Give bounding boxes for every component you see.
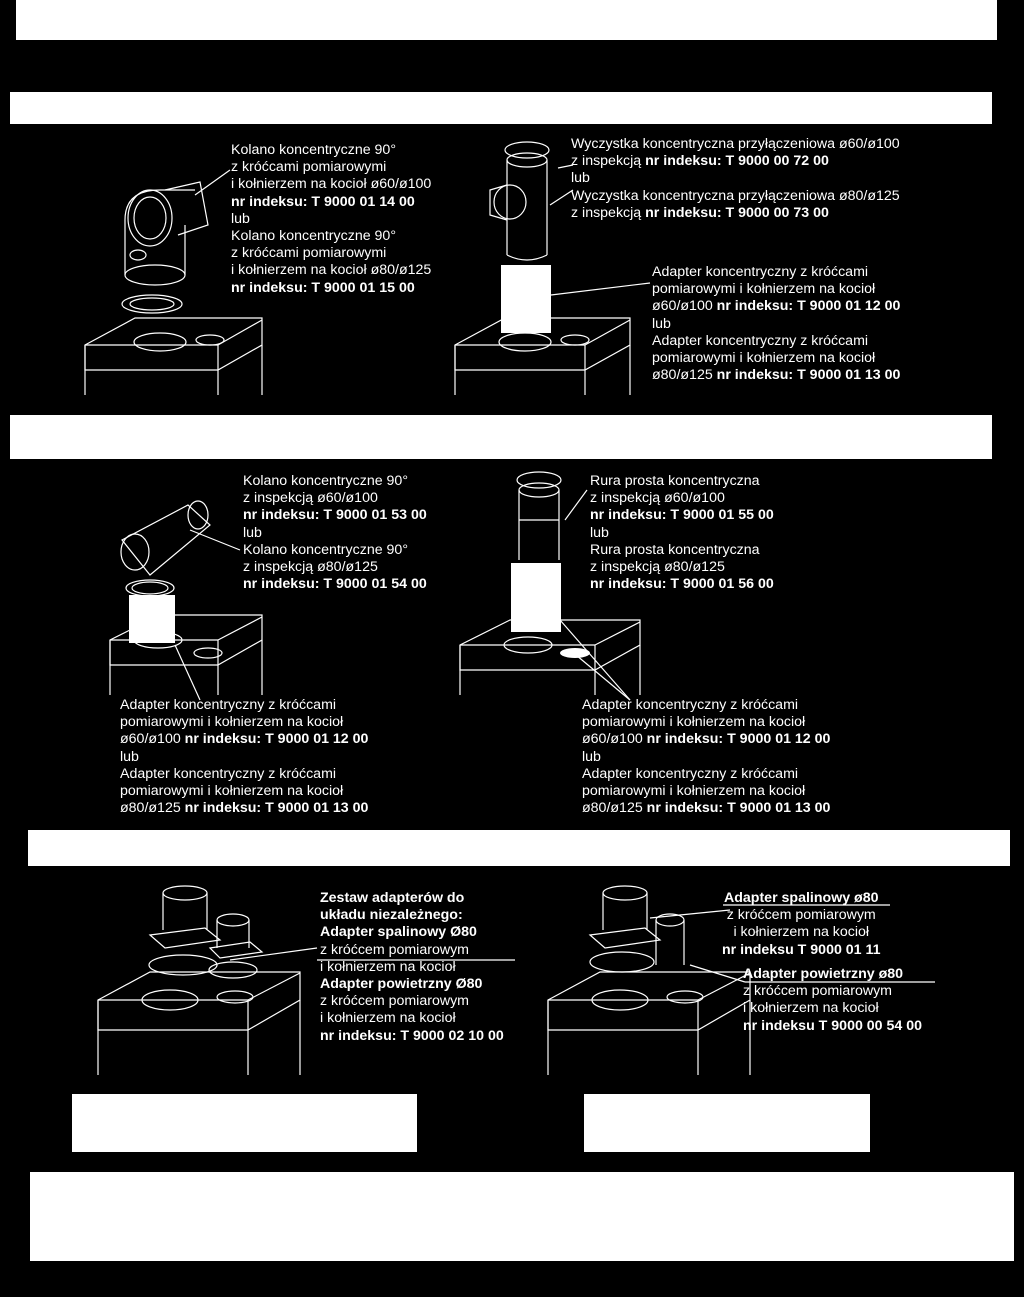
- text-line: pomiarowymi i kołnierzem na kocioł: [652, 349, 876, 366]
- text-line: i kołnierzem na kocioł: [733, 924, 870, 941]
- label-concentric-adapter-1: [652, 264, 900, 384]
- text-line: pomiarowymi i kołnierzem na kocioł: [120, 782, 344, 799]
- text-line: nr indeksu: T 9000 02 10 00: [320, 1027, 504, 1044]
- text-line: i kołnierzem na kocioł ø80/ø125: [231, 262, 432, 279]
- text-line: Kolano koncentryczne 90°: [243, 541, 408, 558]
- label-elbow-measurement: [231, 142, 431, 297]
- text-line: Adapter powietrzny ø80: [743, 966, 904, 982]
- text-line: i kołnierzem na kocioł: [320, 958, 456, 975]
- label-cleanout-connection: [571, 136, 900, 222]
- text-line: pomiarowymi i kołnierzem na kocioł: [582, 714, 806, 731]
- text-line: lub: [243, 524, 262, 541]
- text-line: pomiarowymi i kołnierzem na kocioł: [120, 714, 344, 731]
- text-line: Adapter koncentryczny z króćcami: [120, 765, 337, 782]
- text-line: z króćcem pomiarowym: [320, 941, 469, 958]
- text-line: nr indeksu: T 9000 01 14 00: [231, 193, 415, 210]
- text-line: z inspekcją nr indeksu: T 9000 00 73 00: [571, 204, 829, 221]
- text-line: i kołnierzem na kocioł: [743, 1000, 879, 1017]
- elbow-inspection: [121, 501, 210, 596]
- text-line: z inspekcją ø60/ø100: [243, 490, 378, 507]
- text-line: pomiarowymi i kołnierzem na kocioł: [582, 782, 806, 799]
- text-line: nr indeksu: T 9000 01 55 00: [590, 507, 774, 524]
- label-adapter-set: [320, 890, 504, 1045]
- text-line: z inspekcją ø80/ø125: [243, 558, 378, 575]
- flue-adapter-set: [150, 886, 262, 958]
- text-line: nr indeksu: T 9000 01 53 00: [243, 507, 427, 524]
- text-line: z króćcem pomiarowym: [320, 993, 469, 1010]
- text-line: Zestaw adapterów do: [320, 890, 465, 906]
- label-flue-adapter: [722, 890, 881, 959]
- boiler-illustration-6: [548, 952, 750, 1075]
- boiler-illustration-5: [98, 955, 300, 1075]
- label-straight-pipe: [590, 473, 774, 593]
- text-line: Adapter spalinowy ø80: [723, 890, 879, 906]
- text-line: z inspekcją ø80/ø125: [590, 558, 725, 575]
- text-line: lub: [120, 748, 139, 765]
- text-line: lub: [590, 524, 609, 541]
- text-line: ø60/ø100 nr indeksu: T 9000 01 12 00: [652, 298, 901, 315]
- text-line: Adapter koncentryczny z króćcami: [582, 765, 799, 782]
- text-line: Wyczystka koncentryczna przyłączeniowa ø60/ø100: [571, 136, 900, 152]
- boiler-illustration-1: [85, 295, 262, 395]
- text-line: lub: [571, 170, 590, 187]
- cleanout-pipe: [490, 142, 549, 260]
- text-line: nr indeksu: T 9000 01 15 00: [231, 279, 415, 296]
- elbow-fitting-1: [125, 182, 208, 285]
- text-line: Kolano koncentryczne 90°: [231, 227, 396, 244]
- text-line: ø80/ø125 nr indeksu: T 9000 01 13 00: [120, 800, 369, 817]
- text-line: i kołnierzem na kocioł: [320, 1010, 456, 1027]
- text-line: Rura prosta koncentryczna: [590, 473, 760, 489]
- text-line: nr indeksu T 9000 00 54 00: [743, 1017, 923, 1034]
- text-line: Rura prosta koncentryczna: [590, 541, 760, 558]
- text-line: lub: [652, 315, 671, 332]
- text-line: z inspekcją ø60/ø100: [590, 490, 725, 507]
- text-line: Wyczystka koncentryczna przyłączeniowa ø80/ø125: [571, 187, 900, 204]
- text-line: lub: [582, 748, 601, 765]
- text-line: Adapter koncentryczny z króćcami: [652, 332, 869, 349]
- text-line: ø80/ø125 nr indeksu: T 9000 01 13 00: [582, 800, 831, 817]
- label-air-adapter: [743, 966, 922, 1035]
- text-line: z króćcami pomiarowymi: [231, 245, 387, 262]
- text-line: ø60/ø100 nr indeksu: T 9000 01 12 00: [582, 731, 831, 748]
- label-concentric-adapter-3: [582, 697, 830, 817]
- text-line: z króćcem pomiarowym: [743, 983, 892, 1000]
- text-line: nr indeksu T 9000 01 11: [722, 941, 881, 958]
- text-line: z króćcem pomiarowym: [726, 907, 876, 924]
- label-concentric-adapter-2: [120, 697, 368, 817]
- text-line: Kolano koncentryczne 90°: [231, 142, 396, 158]
- text-line: ø80/ø125 nr indeksu: T 9000 01 13 00: [652, 367, 901, 384]
- text-line: i kołnierzem na kocioł ø60/ø100: [231, 176, 432, 193]
- straight-pipe: [517, 472, 561, 560]
- text-line: ø60/ø100 nr indeksu: T 9000 01 12 00: [120, 731, 369, 748]
- text-line: Adapter spalinowy Ø80: [320, 924, 477, 941]
- text-line: Adapter koncentryczny z króćcami: [120, 697, 337, 713]
- text-line: z inspekcją nr indeksu: T 9000 00 72 00: [571, 153, 829, 170]
- text-line: Adapter koncentryczny z króćcami: [582, 697, 799, 713]
- label-elbow-inspection: [243, 473, 427, 593]
- text-line: układu niezależnego:: [320, 907, 463, 924]
- text-line: lub: [231, 210, 250, 227]
- text-line: Adapter koncentryczny z króćcami: [652, 264, 869, 280]
- text-line: nr indeksu: T 9000 01 54 00: [243, 576, 427, 593]
- text-line: pomiarowymi i kołnierzem na kocioł: [652, 281, 876, 298]
- text-line: Kolano koncentryczne 90°: [243, 473, 408, 489]
- text-line: nr indeksu: T 9000 01 56 00: [590, 576, 774, 593]
- text-line: Adapter powietrzny Ø80: [320, 975, 483, 992]
- text-line: z króćcami pomiarowymi: [231, 159, 387, 176]
